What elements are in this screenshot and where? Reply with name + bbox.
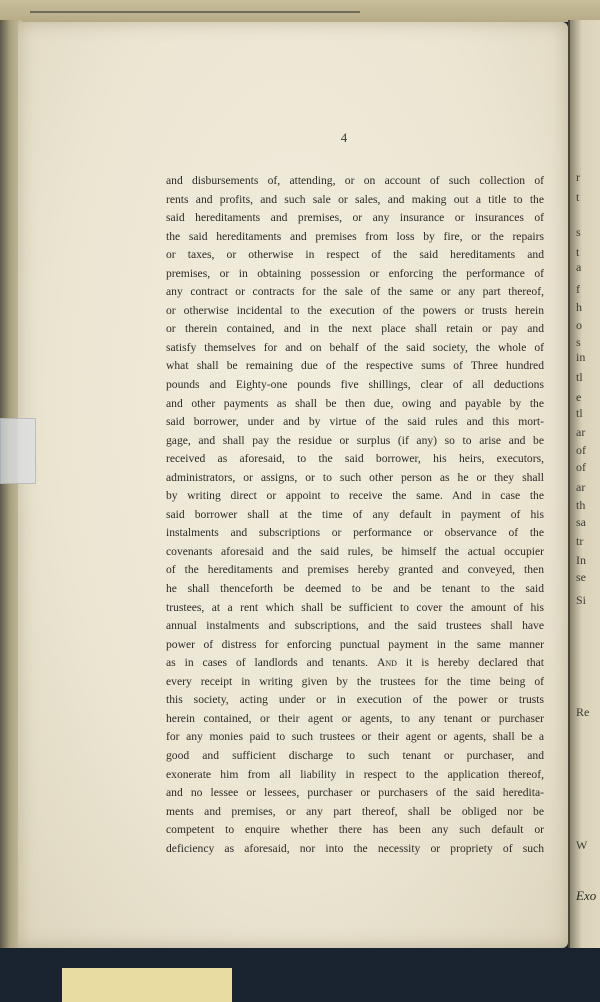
text-line: by writing direct or appoint to receive the same. And in case the <box>166 489 544 503</box>
adjacent-page-edge <box>568 20 600 965</box>
text-line: for any monies paid to such trustees or their agent or agents, shall be a <box>166 730 544 744</box>
adjacent-page-fragment: In <box>576 553 586 567</box>
text-line: premises, or in obtaining possession or enforcing the performance of <box>166 266 544 280</box>
adjacent-page-fragment: tl <box>576 370 583 384</box>
adjacent-page-fragment: e <box>576 390 582 404</box>
adjacent-page-fragment: sa <box>576 515 586 529</box>
document-page <box>18 22 568 948</box>
text-line: trustees, at a rent which shall be sufficient to cover the amount of his <box>166 600 544 614</box>
adjacent-page-fragment: s <box>576 225 581 239</box>
adjacent-page-fragment: ar <box>576 425 586 439</box>
adjacent-page-fragment: h <box>576 300 582 314</box>
text-line: or taxes, or otherwise in respect of the said hereditaments and <box>166 248 544 262</box>
adjacent-page-fragment: of <box>576 443 586 457</box>
text-line-part: it is hereby declared that <box>396 656 544 670</box>
adjacent-page-fragment: f <box>576 282 580 296</box>
text-line: every receipt in writing given by the trustees for the time being of <box>166 674 544 688</box>
adjacent-page-fragment: t <box>576 245 580 259</box>
top-binding-strip <box>0 0 600 22</box>
adjacent-page-fragment: Si <box>576 593 587 607</box>
body-text <box>166 172 544 858</box>
adjacent-page-fragment: tr <box>576 534 584 548</box>
text-line: received as aforesaid, to the said borrower, his heirs, executors, <box>166 452 544 466</box>
page-number: 4 <box>340 130 348 145</box>
adjacent-page-fragment: tl <box>576 406 583 420</box>
text-line: gage, and shall pay the residue or surplus (if any) so to arise and be <box>166 433 544 447</box>
text-line: good and sufficient discharge to such tenant or purchaser, and <box>166 748 544 762</box>
text-line: power of distress for enforcing punctual payment in the same manner <box>166 637 544 651</box>
text-line: or therein contained, and in the next place shall retain or pay and <box>166 322 544 336</box>
adjacent-page-fragment: Re <box>576 705 590 719</box>
text-line: administrators, or assigns, or to such other person as he or they shall <box>166 470 544 484</box>
adjacent-page-fragment: a <box>576 260 582 274</box>
text-line: instalments and subscriptions or performance or observance of the <box>166 526 544 540</box>
bottom-paper-tab <box>62 968 232 1002</box>
text-line: the said hereditaments and premises from loss by fire, or the repairs <box>166 229 544 243</box>
text-line: he shall thenceforth be deemed to be and be tenant to the said <box>166 582 544 596</box>
text-line: deficiency as aforesaid, nor into the necessity or propriety of such <box>166 841 544 855</box>
adjacent-page-fragment: t <box>576 190 580 204</box>
text-line: and other payments as shall be then due, owing and payable by the <box>166 396 544 410</box>
text-line: annual instalments and subscriptions, and the said trustees shall have <box>166 619 544 633</box>
text-line: ments and premises, or any part thereof, shall be obliged nor be <box>166 804 544 818</box>
text-line <box>166 654 544 673</box>
text-line: said borrower shall at the time of any default in payment of his <box>166 507 544 521</box>
top-rule <box>30 11 360 13</box>
text-line: of the hereditaments and premises hereby granted and conveyed, then <box>166 563 544 577</box>
text-line: herein contained, or their agent or agents, to any tenant or purchaser <box>166 711 544 725</box>
adjacent-page-fragment: se <box>576 570 586 584</box>
text-line: competent to enquire whether there has been any such default or <box>166 823 544 837</box>
text-line: what shall be remaining due of the respective sums of Three hundred <box>166 359 544 373</box>
small-caps-word: And <box>377 656 397 670</box>
text-line: said borrower, under and by virtue of the said rules and this mort- <box>166 415 544 429</box>
adjacent-page-fragment: W <box>576 838 588 852</box>
text-line: said hereditaments and premises, or any insurance or insurances of <box>166 211 544 225</box>
adjacent-page-fragment: o <box>576 318 582 332</box>
adjacent-page-fragment: th <box>576 498 586 512</box>
text-line: and no lessee or lessees, purchaser or purchasers of the said heredita- <box>166 786 544 800</box>
adjacent-page-fragment: ar <box>576 480 586 494</box>
text-line: pounds and Eighty-one pounds five shillings, clear of all deductions <box>166 378 544 392</box>
text-line: satisfy themselves for and on behalf of the said society, the whole of <box>166 340 544 354</box>
text-line: this society, acting under or in execution of the power or trusts <box>166 693 544 707</box>
text-line: rents and profits, and such sale or sales, and making out a title to the <box>166 192 544 206</box>
repair-tape <box>0 418 36 484</box>
text-line: any contract or contracts for the sale of the same or any part thereof, <box>166 285 544 299</box>
text-line: or otherwise incidental to the execution of the powers or trusts herein <box>166 303 544 317</box>
text-line: and disbursements of, attending, or on account of such collection of <box>166 174 544 187</box>
adjacent-page-fragment: in <box>576 350 586 364</box>
adjacent-page-fragment: s <box>576 335 581 349</box>
text-line: exonerate him from all liability in respect to the application thereof, <box>166 767 544 781</box>
adjacent-page-fragment: of <box>576 460 586 474</box>
text-line: covenants aforesaid and the said rules, be himself the actual occupier <box>166 544 544 558</box>
adjacent-page-fragment: Exo <box>576 888 597 903</box>
text-line-part: as in cases of landlords and tenants. <box>166 656 377 670</box>
adjacent-page-fragment: r <box>576 170 580 184</box>
